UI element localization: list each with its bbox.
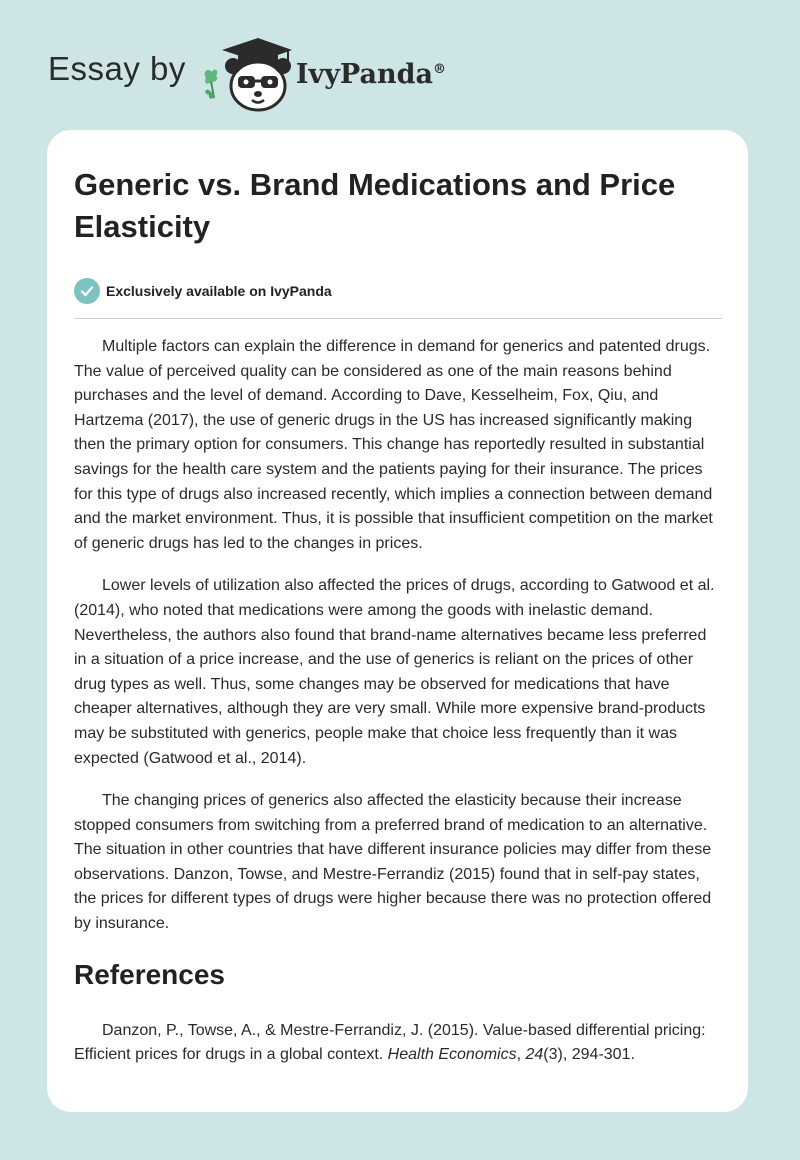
essay-card [47,130,748,1112]
paragraph-1: Multiple factors can explain the difference in demand for generics and patented drugs. The value of perceived quality can be considered as one of the main reasons behind purchases and the level of demand. According to Dave, Kesselheim, Fox, Qiu, and Hartzema (2017), the use of generic drugs in the US has increased significantly making then the primary option for consumers. This change has reportedly resulted in substantial savings for the health care system and the patients paying for their insurance. The prices for this type of drugs also increased recently, which implies a connection between demand and the market environment. Thus, it is possible that insufficient competition on the market of generic drugs has led to the changes in prices. [74,338,713,552]
check-icon [74,278,100,304]
registered-mark: ® [432,61,446,77]
page-title: Generic vs. Brand Medications and Price Elasticity [74,167,676,244]
journal-title: Health Economics [387,1046,517,1064]
paragraph-3: The changing prices of generics also affected the elasticity because their increase stopped consumers from switching from a preferred brand of medication to an alternative. The situation in other countries that have different insurance policies may differ from these observations. Danzon, Towse, and Mestre-Ferrandiz (2015) found that in self-pay states, the prices for different types of drugs were higher because there was no protection offered by insurance. [74,792,712,933]
divider [74,318,722,319]
panda-logo-icon[interactable] [200,34,292,114]
exclusive-label: Exclusively available on IvyPanda [106,283,332,299]
exclusive-badge [74,276,722,306]
site-header [48,34,446,114]
paragraph-2: Lower levels of utilization also affected the prices of drugs, according to Gatwood et al. (2014), who noted that medications were among the goods with inelastic demand. Nevertheless, the authors also found that brand-name alternatives became less preferred in a situation of a price increase, and the use of generics is reliant on the prices of other drug types as well. Thus, some changes may be observed for medications that have cheaper alternatives, although they are very small. While more expensive brand-products may be substituted with generics, people make that choice less frequently than it was expected (Gatwood et al., 2014). [74,577,715,767]
references-heading: References [74,958,225,990]
journal-volume: 24 [525,1046,544,1064]
brand-name[interactable]: IvyPanda® [295,58,446,90]
essay-by-label: Essay by [48,50,186,87]
reference-entry: Danzon, P., Towse, A., & Mestre-Ferrandiz, J. (2015). Value-based differential pricing: Efficient prices for drugs in a global context. Health Economics, 24(3), 294-301. [74,1021,706,1064]
